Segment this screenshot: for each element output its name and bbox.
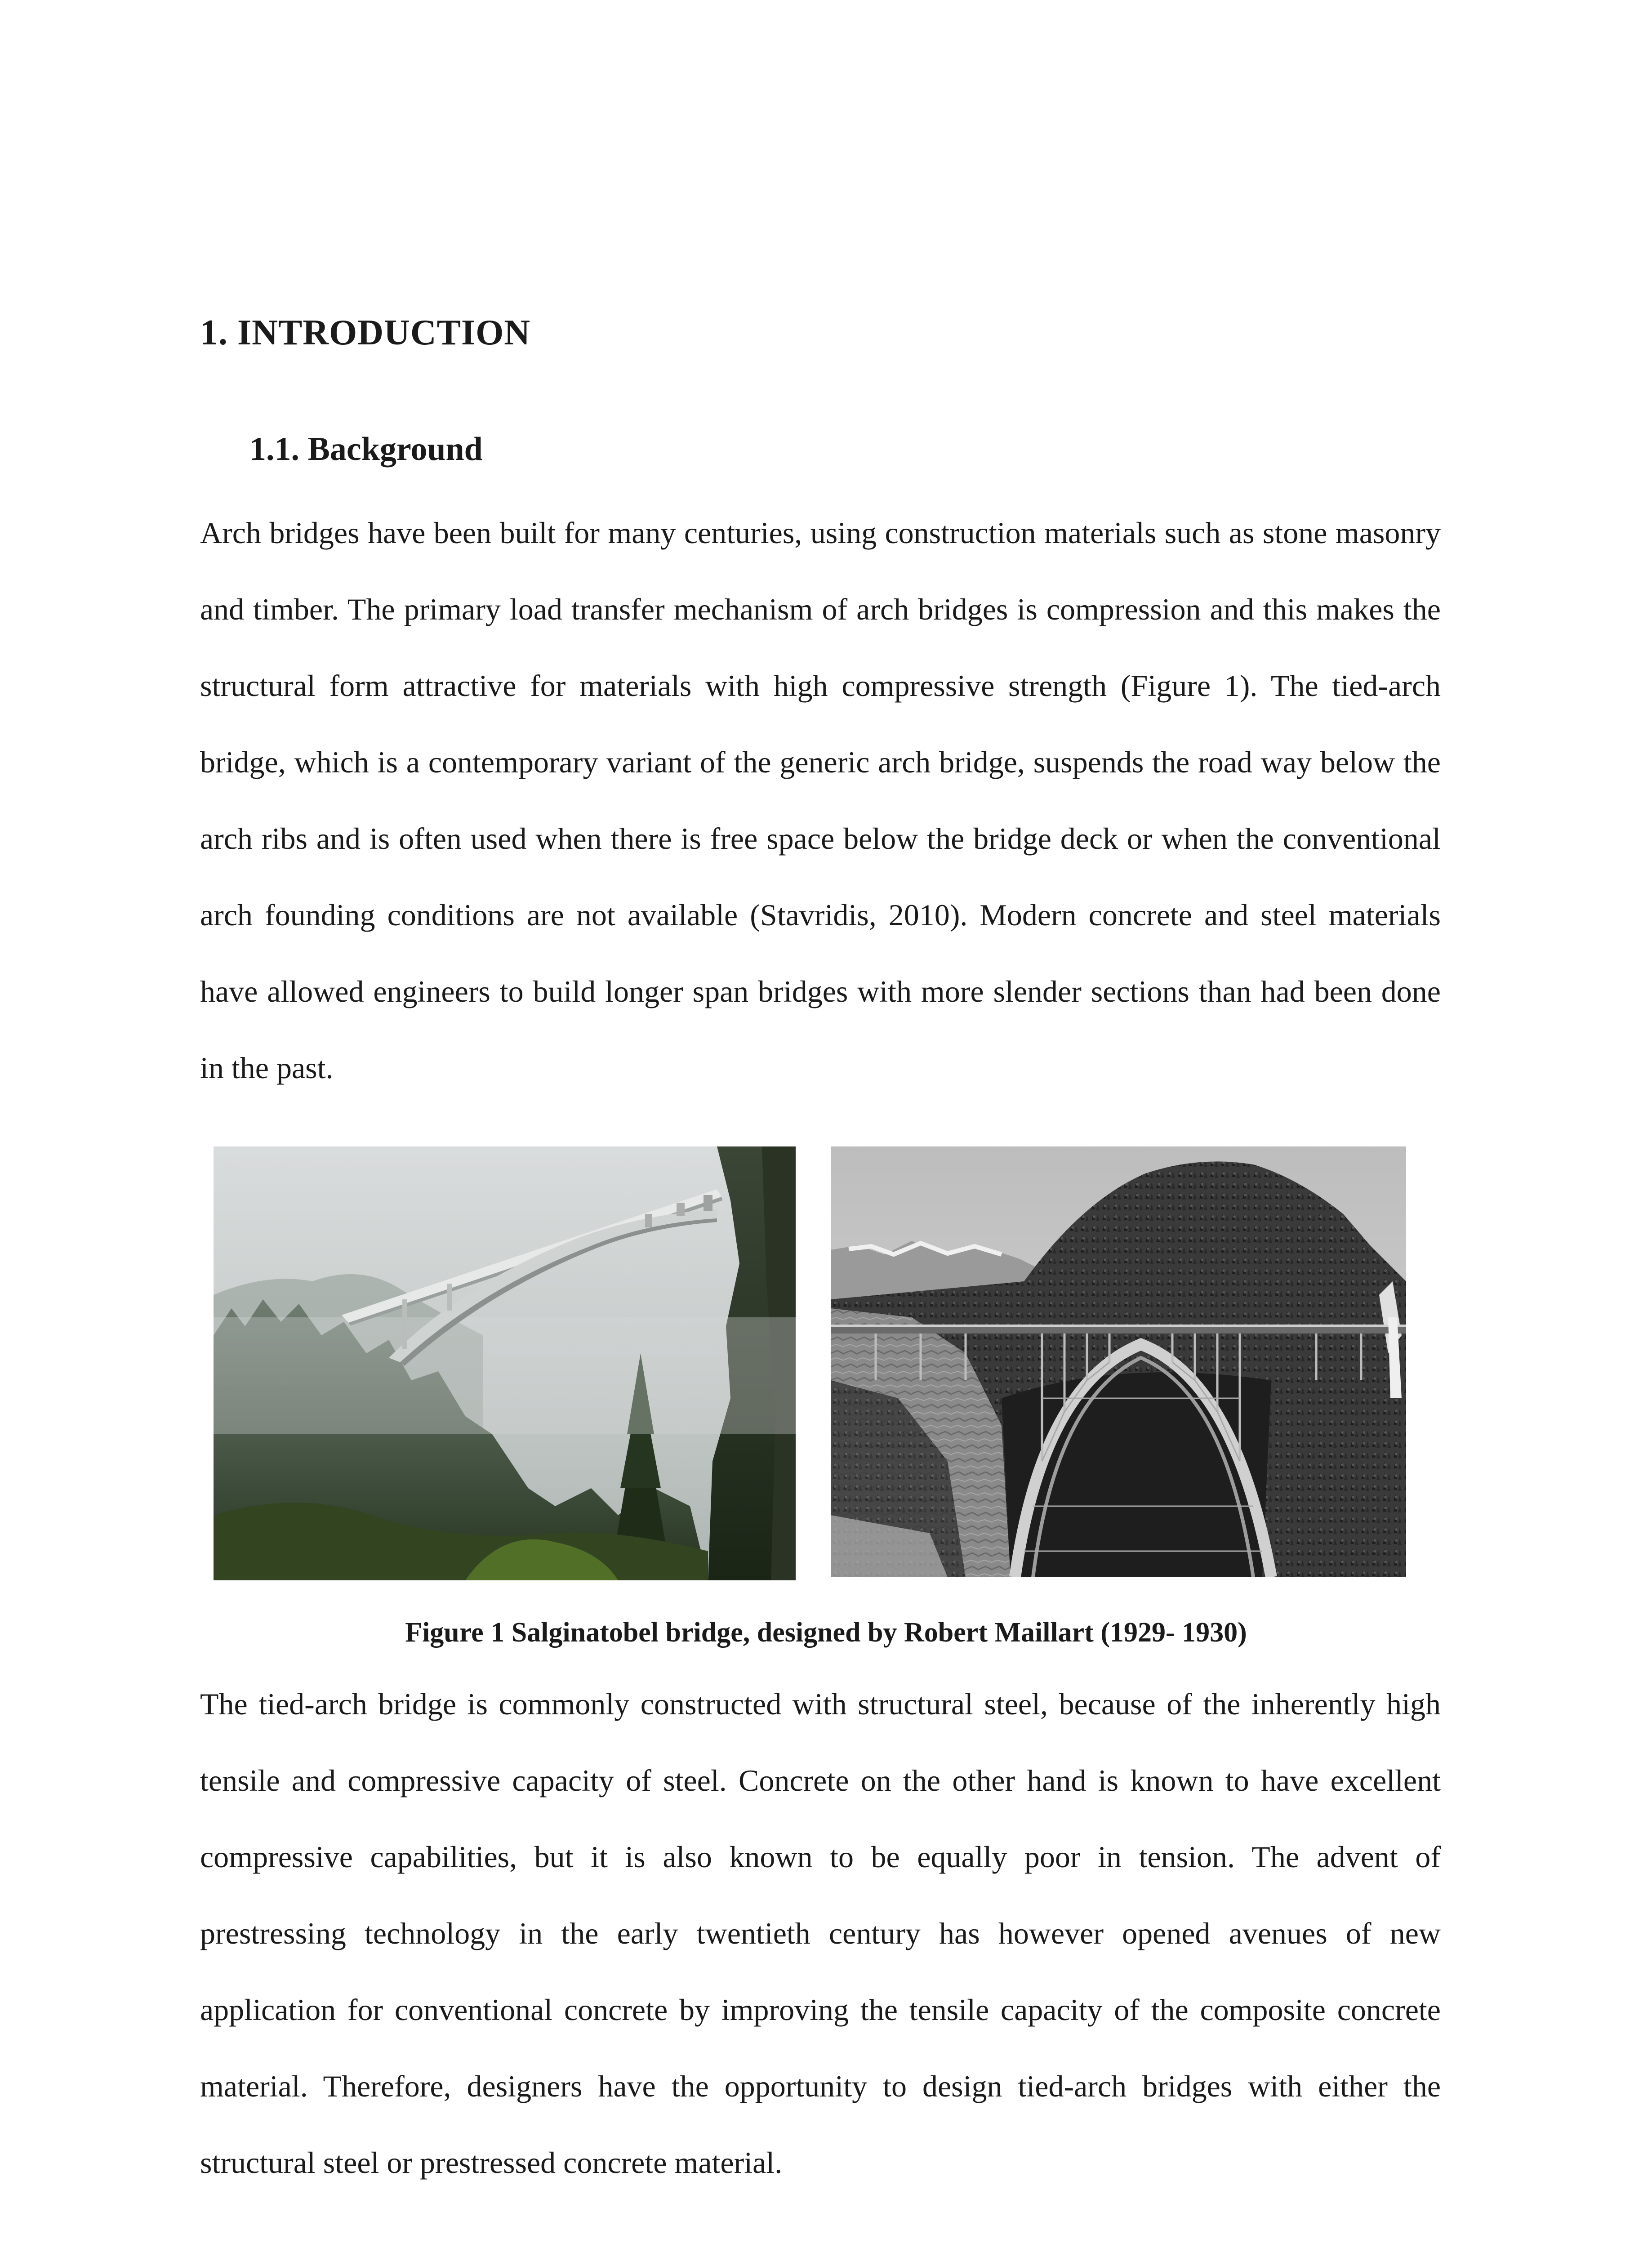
- subsection-heading: 1.1. Background: [249, 431, 483, 468]
- background-paragraph-2: The tied-arch bridge is commonly constructed with structural steel, because of the inherently high tensile and compressive capacity of steel. Concrete on the other hand is known to have excellent compressive capabilities, but it is also known to be equally poor in tension. The advent of prestressing technology in the early twentieth century has however opened avenues of new application for conventional concrete by improving the tensile capacity of the composite concrete material. Therefore, designers have the opportunity to design tied-arch bridges with either the structural steel or prestressed concrete material.: [200, 1687, 1441, 2180]
- bridge-photo-bw: [831, 1146, 1406, 1577]
- section-heading: 1. INTRODUCTION: [200, 313, 531, 352]
- figure-caption: Figure 1 Salginatobel bridge, designed by Robert Maillart (1929- 1930): [405, 1617, 1247, 1648]
- background-paragraph-1: Arch bridges have been built for many centuries, using construction materials such as stone masonry and timber. The primary load transfer mechanism of arch bridges is compression and this makes the structural form attractive for materials with high compressive strength (Figure 1). The tied-arch bridge, which is a contemporary variant of the generic arch bridge, suspends the road way below the arch ribs and is often used when there is free space below the bridge deck or when the conventional arch founding conditions are not available (Stavridis, 2010). Modern concrete and steel materials have allowed engineers to build longer span bridges with more slender sections than had been done in the past.: [200, 516, 1441, 1085]
- bridge-photo-color: [214, 1146, 796, 1580]
